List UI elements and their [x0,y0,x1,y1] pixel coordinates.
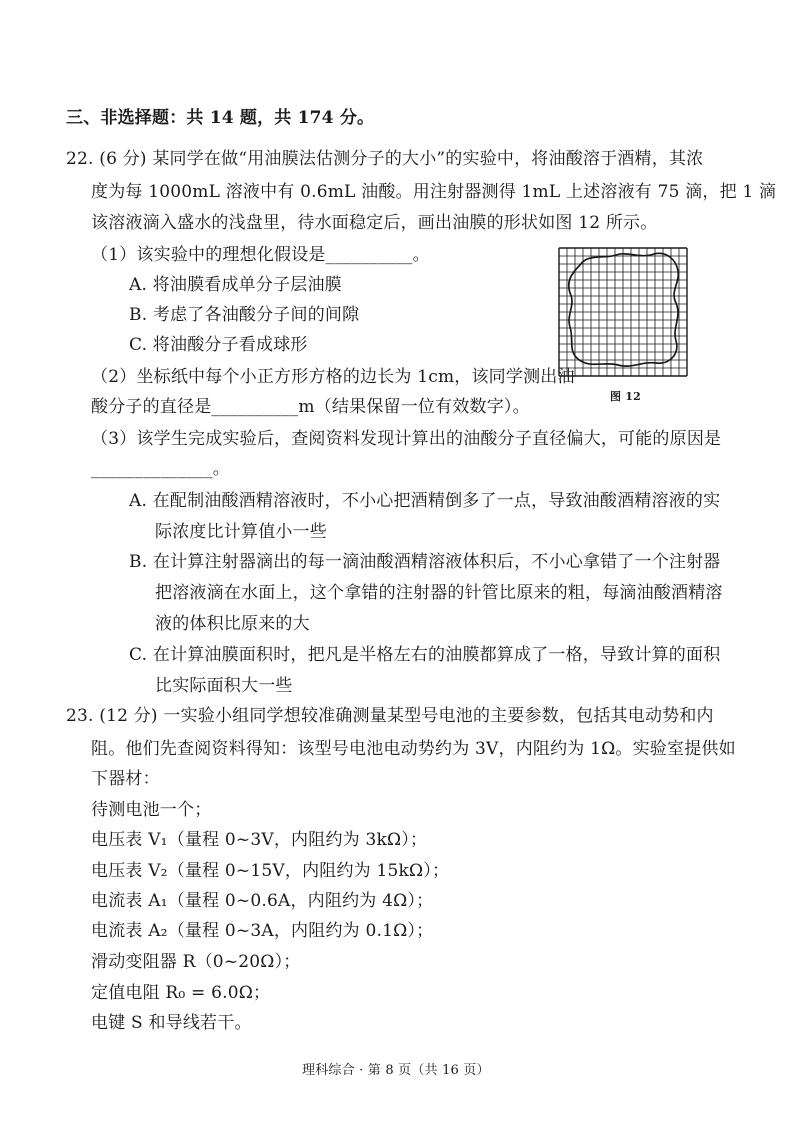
q23-stem-line-3: 下器材： [91,769,160,789]
q23-equipment-item: 待测电池一个； [91,800,212,820]
q22-part3-line-2: ______________。 [91,459,230,479]
q22-part2-line-1: （2）坐标纸中每个小正方形方格的边长为 1cm，该同学测出油 [91,367,575,387]
page-footer: 理科综合 · 第 8 页（共 16 页） [302,1063,490,1078]
q23-equipment-item: 电流表 A₁（量程 0~0.6A，内阻约为 4Ω）； [91,891,434,911]
q23-equipment-item: 电压表 V₂（量程 0~15V，内阻约为 15kΩ）； [91,861,450,881]
q22-part1-option-c: C. 将油酸分子看成球形 [129,335,308,355]
q22-part3-option-a-line-2: 际浓度比计算值小一些 [155,522,327,542]
q22-part3-option-c-line-2: 比实际面积大一些 [155,676,293,696]
q22-part1-option-b: B. 考虑了各油酸分子间的间隙 [129,305,360,325]
q22-stem-line-1: 22. (6 分) 某同学在做“用油膜法估测分子的大小”的实验中，将油酸溶于酒精，其浓 [66,149,704,169]
section-header: 三、非选择题：共 14 题，共 174 分。 [66,108,375,128]
q22-part1-prompt: （1）该实验中的理想化假设是__________。 [91,245,430,265]
q23-equipment-item: 定值电阻 R₀ = 6.0Ω； [91,983,271,1003]
q22-part3-option-a-line-1: A. 在配制油酸酒精溶液时，不小心把酒精倒多了一点，导致油酸酒精溶液的实 [129,491,721,511]
q22-part3-option-b-line-2: 把溶液滴在水面上，这个拿错的注射器的针管比原来的粗，每滴油酸酒精溶 [155,583,723,603]
q22-part2-line-2: 酸分子的直径是__________m（结果保留一位有效数字）。 [91,397,530,417]
figure-12-caption: 图 12 [610,390,641,403]
q22-part1-option-a: A. 将油膜看成单分子层油膜 [129,275,342,295]
figure-12-oil-film-grid [558,247,688,377]
q23-stem-line-1: 23. (12 分) 一实验小组同学想较准确测量某型号电池的主要参数，包括其电动势和内 [66,706,714,726]
q23-equipment-item: 滑动变阻器 R（0~20Ω）； [91,952,301,972]
q22-part3-option-b-line-1: B. 在计算注射器滴出的每一滴油酸酒精溶液体积后，不小心拿错了一个注射器 [129,552,721,572]
q22-stem-line-2: 度为每 1000mL 溶液中有 0.6mL 油酸。用注射器测得 1mL 上述溶液有 75 滴，把 1 滴 [91,182,777,202]
q23-equipment-item: 电键 S 和导线若干。 [91,1013,252,1033]
q22-stem-line-3: 该溶液滴入盛水的浅盘里，待水面稳定后，画出油膜的形状如图 12 所示。 [91,213,658,233]
q22-part3-option-b-line-3: 液的体积比原来的大 [155,614,310,634]
q22-part3-option-c-line-1: C. 在计算油膜面积时，把凡是半格左右的油膜都算成了一格，导致计算的面积 [129,645,721,665]
q22-part3-line-1: （3）该学生完成实验后，查阅资料发现计算出的油酸分子直径偏大，可能的原因是 [91,429,722,449]
q23-stem-line-2: 阻。他们先查阅资料得知：该型号电池电动势约为 3V，内阻约为 1Ω。实验室提供如 [91,739,736,759]
q23-equipment-item: 电流表 A₂（量程 0~3A，内阻约为 0.1Ω）； [91,921,434,941]
oil-film-outline [569,253,679,366]
q23-equipment-item: 电压表 V₁（量程 0~3V，内阻约为 3kΩ）； [91,830,428,850]
